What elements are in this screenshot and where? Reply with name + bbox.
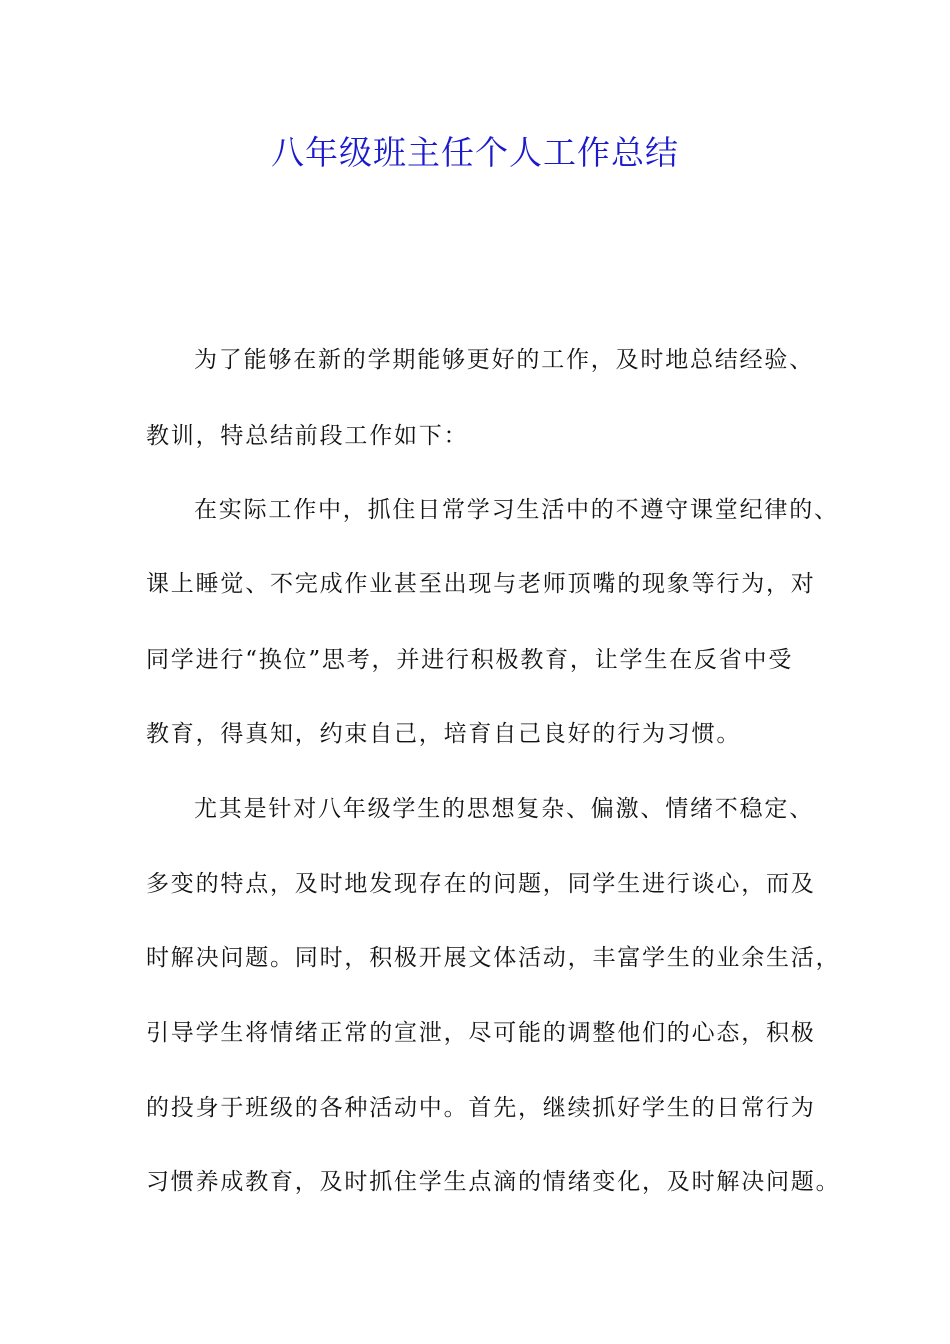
paragraph-3-line-5: 的投身于班级的各种活动中。首先，继续抓好学生的日常行为 (146, 1095, 816, 1121)
paragraph-3-line-1: 尤其是针对八年级学生的思想复杂、偏激、情绪不稳定、 (194, 796, 814, 822)
paragraph-1-line-2: 教训，特总结前段工作如下： (146, 423, 469, 449)
document-title: 八年级班主任个人工作总结 (271, 133, 679, 172)
paragraph-2-line-2: 课上睡觉、不完成作业甚至出现与老师顶嘴的现象等行为，对 (146, 571, 816, 597)
paragraph-2-line-3: 同学进行“换位”思考，并进行积极教育，让学生在反省中受 (146, 647, 794, 673)
paragraph-3-line-4: 引导学生将情绪正常的宣泄，尽可能的调整他们的心态，积极 (146, 1020, 816, 1046)
paragraph-2-line-1: 在实际工作中，抓住日常学习生活中的不遵守课堂纪律的、 (194, 497, 839, 523)
paragraph-2-line-4: 教育，得真知，约束自己，培育自己良好的行为习惯。 (146, 721, 742, 747)
paragraph-3-line-3: 时解决问题。同时，积极开展文体活动，丰富学生的业余生活， (146, 945, 841, 971)
paragraph-3-line-2: 多变的特点，及时地发现存在的问题，同学生进行谈心，而及 (146, 871, 816, 897)
paragraph-1-line-1: 为了能够在新的学期能够更好的工作，及时地总结经验、 (194, 347, 814, 373)
paragraph-3-line-6: 习惯养成教育，及时抓住学生点滴的情绪变化，及时解决问题。 (146, 1169, 841, 1195)
